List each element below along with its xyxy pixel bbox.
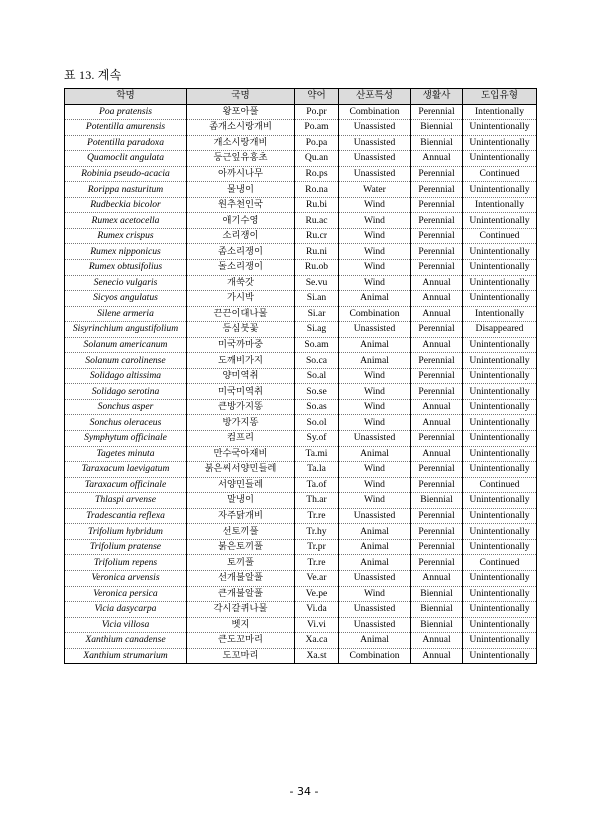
- cell-dispersal: Animal: [339, 524, 411, 540]
- cell-abbreviation: Po.pr: [295, 104, 339, 120]
- table-row: [65, 431, 537, 447]
- cell-life-cycle: Annual: [411, 275, 463, 291]
- cell-life-cycle: Perennial: [411, 431, 463, 447]
- header-scientific-name: 학명: [65, 89, 187, 105]
- cell-dispersal: Wind: [339, 228, 411, 244]
- cell-abbreviation: Ru.bi: [295, 197, 339, 213]
- cell-abbreviation: Vi.da: [295, 602, 339, 618]
- cell-scientific-name: Rumex nipponicus: [65, 244, 187, 260]
- table-row: [65, 508, 537, 524]
- cell-abbreviation: Ru.ni: [295, 244, 339, 260]
- cell-abbreviation: So.ol: [295, 415, 339, 431]
- cell-abbreviation: Se.vu: [295, 275, 339, 291]
- cell-dispersal: Wind: [339, 260, 411, 276]
- cell-introduction-type: Unintentionally: [463, 399, 537, 415]
- cell-korean-name: 물냉이: [187, 182, 295, 198]
- cell-abbreviation: Si.ag: [295, 322, 339, 338]
- cell-korean-name: 선토끼풀: [187, 524, 295, 540]
- cell-abbreviation: Ta.la: [295, 462, 339, 478]
- cell-dispersal: Animal: [339, 446, 411, 462]
- cell-korean-name: 양미역취: [187, 368, 295, 384]
- cell-abbreviation: Ta.of: [295, 477, 339, 493]
- cell-dispersal: Wind: [339, 477, 411, 493]
- table-row: [65, 135, 537, 151]
- cell-scientific-name: Xanthium strumarium: [65, 648, 187, 664]
- cell-life-cycle: Annual: [411, 415, 463, 431]
- cell-introduction-type: Intentionally: [463, 306, 537, 322]
- cell-abbreviation: Qu.an: [295, 151, 339, 167]
- table-row: [65, 493, 537, 509]
- cell-scientific-name: Potentilla paradoxa: [65, 135, 187, 151]
- table-row: [65, 384, 537, 400]
- table-row: [65, 197, 537, 213]
- cell-korean-name: 큰도꼬마리: [187, 633, 295, 649]
- cell-introduction-type: Continued: [463, 555, 537, 571]
- cell-abbreviation: Xa.ca: [295, 633, 339, 649]
- cell-korean-name: 말냉이: [187, 493, 295, 509]
- cell-life-cycle: Perennial: [411, 524, 463, 540]
- cell-korean-name: 아까시나무: [187, 166, 295, 182]
- cell-scientific-name: Sonchus oleraceus: [65, 415, 187, 431]
- cell-dispersal: Combination: [339, 648, 411, 664]
- cell-scientific-name: Rumex obtusifolius: [65, 260, 187, 276]
- table-row: [65, 322, 537, 338]
- cell-introduction-type: Unintentionally: [463, 493, 537, 509]
- cell-scientific-name: Trifolium repens: [65, 555, 187, 571]
- cell-introduction-type: Unintentionally: [463, 213, 537, 229]
- cell-life-cycle: Perennial: [411, 104, 463, 120]
- cell-life-cycle: Perennial: [411, 197, 463, 213]
- cell-introduction-type: Unintentionally: [463, 415, 537, 431]
- cell-life-cycle: Perennial: [411, 539, 463, 555]
- cell-dispersal: Wind: [339, 275, 411, 291]
- cell-korean-name: 도깨비가지: [187, 353, 295, 369]
- cell-introduction-type: Continued: [463, 228, 537, 244]
- cell-scientific-name: Sisyrinchium angustifolium: [65, 322, 187, 338]
- header-life-cycle: 생활사: [411, 89, 463, 105]
- cell-korean-name: 토끼풀: [187, 555, 295, 571]
- cell-introduction-type: Unintentionally: [463, 368, 537, 384]
- cell-life-cycle: Perennial: [411, 244, 463, 260]
- cell-dispersal: Unassisted: [339, 602, 411, 618]
- cell-korean-name: 끈끈이대나물: [187, 306, 295, 322]
- cell-korean-name: 돌소리쟁이: [187, 260, 295, 276]
- cell-introduction-type: Unintentionally: [463, 182, 537, 198]
- cell-introduction-type: Unintentionally: [463, 602, 537, 618]
- cell-introduction-type: Unintentionally: [463, 275, 537, 291]
- cell-scientific-name: Tagetes minuta: [65, 446, 187, 462]
- cell-introduction-type: Unintentionally: [463, 337, 537, 353]
- table-caption: 표 13. 계속: [64, 68, 122, 82]
- cell-abbreviation: Th.ar: [295, 493, 339, 509]
- table-row: [65, 368, 537, 384]
- cell-life-cycle: Biennial: [411, 120, 463, 136]
- cell-korean-name: 컴프리: [187, 431, 295, 447]
- cell-dispersal: Wind: [339, 197, 411, 213]
- header-dispersal: 산포특성: [339, 89, 411, 105]
- cell-korean-name: 소리쟁이: [187, 228, 295, 244]
- header-korean-name: 국명: [187, 89, 295, 105]
- cell-introduction-type: Unintentionally: [463, 353, 537, 369]
- cell-abbreviation: Tr.re: [295, 555, 339, 571]
- cell-scientific-name: Vicia dasycarpa: [65, 602, 187, 618]
- cell-scientific-name: Vicia villosa: [65, 617, 187, 633]
- cell-korean-name: 좀소리쟁이: [187, 244, 295, 260]
- cell-introduction-type: Unintentionally: [463, 570, 537, 586]
- cell-abbreviation: Ro.ps: [295, 166, 339, 182]
- cell-scientific-name: Solanum carolinense: [65, 353, 187, 369]
- cell-abbreviation: Xa.st: [295, 648, 339, 664]
- cell-abbreviation: Ta.mi: [295, 446, 339, 462]
- cell-korean-name: 등심붓꽃: [187, 322, 295, 338]
- cell-dispersal: Unassisted: [339, 508, 411, 524]
- table-row: [65, 337, 537, 353]
- cell-introduction-type: Unintentionally: [463, 135, 537, 151]
- table-header-row: [65, 89, 537, 105]
- cell-dispersal: Animal: [339, 633, 411, 649]
- cell-abbreviation: Tr.re: [295, 508, 339, 524]
- cell-dispersal: Wind: [339, 415, 411, 431]
- cell-abbreviation: So.al: [295, 368, 339, 384]
- table-row: [65, 353, 537, 369]
- cell-abbreviation: Vi.vi: [295, 617, 339, 633]
- table-row: [65, 213, 537, 229]
- cell-scientific-name: Symphytum officinale: [65, 431, 187, 447]
- table-row: [65, 275, 537, 291]
- cell-dispersal: Combination: [339, 306, 411, 322]
- cell-korean-name: 개쑥갓: [187, 275, 295, 291]
- cell-scientific-name: Silene armeria: [65, 306, 187, 322]
- cell-scientific-name: Rumex crispus: [65, 228, 187, 244]
- cell-life-cycle: Perennial: [411, 166, 463, 182]
- cell-scientific-name: Rumex acetocella: [65, 213, 187, 229]
- cell-scientific-name: Taraxacum officinale: [65, 477, 187, 493]
- cell-korean-name: 만수국아재비: [187, 446, 295, 462]
- cell-life-cycle: Annual: [411, 291, 463, 307]
- cell-life-cycle: Annual: [411, 337, 463, 353]
- cell-korean-name: 벳지: [187, 617, 295, 633]
- cell-life-cycle: Perennial: [411, 384, 463, 400]
- cell-scientific-name: Xanthium canadense: [65, 633, 187, 649]
- cell-abbreviation: Ru.ac: [295, 213, 339, 229]
- cell-abbreviation: Si.an: [295, 291, 339, 307]
- cell-scientific-name: Poa pratensis: [65, 104, 187, 120]
- cell-korean-name: 미국까마중: [187, 337, 295, 353]
- cell-scientific-name: Taraxacum laevigatum: [65, 462, 187, 478]
- cell-dispersal: Unassisted: [339, 617, 411, 633]
- cell-abbreviation: So.se: [295, 384, 339, 400]
- table-row: [65, 648, 537, 664]
- cell-life-cycle: Annual: [411, 151, 463, 167]
- cell-life-cycle: Biennial: [411, 135, 463, 151]
- cell-introduction-type: Unintentionally: [463, 648, 537, 664]
- cell-dispersal: Unassisted: [339, 120, 411, 136]
- table-row: [65, 120, 537, 136]
- cell-dispersal: Unassisted: [339, 570, 411, 586]
- cell-dispersal: Animal: [339, 539, 411, 555]
- cell-life-cycle: Perennial: [411, 260, 463, 276]
- page-number: - 34 -: [289, 785, 319, 798]
- cell-korean-name: 서양민들레: [187, 477, 295, 493]
- cell-life-cycle: Annual: [411, 570, 463, 586]
- cell-abbreviation: Ro.na: [295, 182, 339, 198]
- cell-life-cycle: Annual: [411, 648, 463, 664]
- cell-life-cycle: Perennial: [411, 322, 463, 338]
- table-row: [65, 555, 537, 571]
- cell-scientific-name: Rorippa nasturitum: [65, 182, 187, 198]
- cell-introduction-type: Unintentionally: [463, 431, 537, 447]
- cell-korean-name: 좀개소시랑개비: [187, 120, 295, 136]
- cell-scientific-name: Senecio vulgaris: [65, 275, 187, 291]
- cell-dispersal: Wind: [339, 384, 411, 400]
- table-row: [65, 539, 537, 555]
- cell-introduction-type: Intentionally: [463, 104, 537, 120]
- cell-life-cycle: Perennial: [411, 213, 463, 229]
- cell-korean-name: 각시갈퀴나물: [187, 602, 295, 618]
- cell-introduction-type: Unintentionally: [463, 633, 537, 649]
- cell-dispersal: Wind: [339, 493, 411, 509]
- cell-korean-name: 큰방가지똥: [187, 399, 295, 415]
- table-row: [65, 415, 537, 431]
- cell-scientific-name: Trifolium pratense: [65, 539, 187, 555]
- table-row: [65, 228, 537, 244]
- cell-korean-name: 왕포아풀: [187, 104, 295, 120]
- cell-korean-name: 선개불알풀: [187, 570, 295, 586]
- table-row: [65, 524, 537, 540]
- cell-abbreviation: Po.pa: [295, 135, 339, 151]
- table-row: [65, 306, 537, 322]
- cell-dispersal: Animal: [339, 291, 411, 307]
- cell-dispersal: Unassisted: [339, 322, 411, 338]
- cell-dispersal: Wind: [339, 368, 411, 384]
- cell-introduction-type: Unintentionally: [463, 384, 537, 400]
- cell-scientific-name: Solidago serotina: [65, 384, 187, 400]
- cell-introduction-type: Unintentionally: [463, 524, 537, 540]
- cell-life-cycle: Annual: [411, 306, 463, 322]
- table-row: [65, 260, 537, 276]
- cell-abbreviation: Ru.cr: [295, 228, 339, 244]
- cell-life-cycle: Annual: [411, 633, 463, 649]
- cell-abbreviation: Ve.pe: [295, 586, 339, 602]
- cell-life-cycle: Perennial: [411, 182, 463, 198]
- cell-life-cycle: Perennial: [411, 508, 463, 524]
- cell-abbreviation: Tr.hy: [295, 524, 339, 540]
- cell-dispersal: Wind: [339, 399, 411, 415]
- cell-korean-name: 원추천인국: [187, 197, 295, 213]
- cell-introduction-type: Unintentionally: [463, 586, 537, 602]
- cell-korean-name: 방가지똥: [187, 415, 295, 431]
- cell-life-cycle: Perennial: [411, 462, 463, 478]
- cell-dispersal: Unassisted: [339, 431, 411, 447]
- cell-dispersal: Combination: [339, 104, 411, 120]
- cell-dispersal: Unassisted: [339, 151, 411, 167]
- cell-korean-name: 붉은토끼풀: [187, 539, 295, 555]
- table-row: [65, 633, 537, 649]
- plant-table: [64, 88, 537, 664]
- cell-abbreviation: Ve.ar: [295, 570, 339, 586]
- cell-introduction-type: Unintentionally: [463, 508, 537, 524]
- cell-scientific-name: Sicyos angulatus: [65, 291, 187, 307]
- cell-korean-name: 가시박: [187, 291, 295, 307]
- cell-life-cycle: Biennial: [411, 602, 463, 618]
- cell-korean-name: 붉은씨서양민들레: [187, 462, 295, 478]
- table-row: [65, 244, 537, 260]
- cell-dispersal: Animal: [339, 337, 411, 353]
- cell-abbreviation: Ru.ob: [295, 260, 339, 276]
- cell-life-cycle: Perennial: [411, 555, 463, 571]
- cell-introduction-type: Intentionally: [463, 197, 537, 213]
- table-body: [65, 104, 537, 664]
- cell-introduction-type: Unintentionally: [463, 260, 537, 276]
- cell-dispersal: Wind: [339, 462, 411, 478]
- cell-dispersal: Wind: [339, 213, 411, 229]
- cell-life-cycle: Annual: [411, 399, 463, 415]
- cell-abbreviation: Sy.of: [295, 431, 339, 447]
- cell-scientific-name: Potentilla amurensis: [65, 120, 187, 136]
- cell-abbreviation: So.as: [295, 399, 339, 415]
- cell-dispersal: Wind: [339, 244, 411, 260]
- cell-dispersal: Wind: [339, 586, 411, 602]
- cell-life-cycle: Biennial: [411, 493, 463, 509]
- table-row: [65, 570, 537, 586]
- cell-introduction-type: Unintentionally: [463, 539, 537, 555]
- table-row: [65, 586, 537, 602]
- cell-scientific-name: Veronica persica: [65, 586, 187, 602]
- cell-korean-name: 미국미역취: [187, 384, 295, 400]
- table-row: [65, 104, 537, 120]
- table-row: [65, 166, 537, 182]
- cell-introduction-type: Unintentionally: [463, 291, 537, 307]
- cell-korean-name: 개소시랑개비: [187, 135, 295, 151]
- cell-introduction-type: Continued: [463, 477, 537, 493]
- cell-scientific-name: Trifolium hybridum: [65, 524, 187, 540]
- cell-introduction-type: Unintentionally: [463, 151, 537, 167]
- cell-dispersal: Unassisted: [339, 135, 411, 151]
- cell-scientific-name: Rudbeckia bicolor: [65, 197, 187, 213]
- cell-scientific-name: Solanum americanum: [65, 337, 187, 353]
- cell-korean-name: 도꼬마리: [187, 648, 295, 664]
- cell-introduction-type: Unintentionally: [463, 462, 537, 478]
- cell-life-cycle: Biennial: [411, 617, 463, 633]
- cell-dispersal: Water: [339, 182, 411, 198]
- cell-introduction-type: Unintentionally: [463, 244, 537, 260]
- cell-abbreviation: So.am: [295, 337, 339, 353]
- cell-scientific-name: Robinia pseudo-acacia: [65, 166, 187, 182]
- cell-life-cycle: Perennial: [411, 368, 463, 384]
- cell-life-cycle: Perennial: [411, 477, 463, 493]
- cell-introduction-type: Unintentionally: [463, 446, 537, 462]
- cell-korean-name: 큰개불알풀: [187, 586, 295, 602]
- cell-introduction-type: Continued: [463, 166, 537, 182]
- header-introduction-type: 도입유형: [463, 89, 537, 105]
- cell-scientific-name: Veronica arvensis: [65, 570, 187, 586]
- cell-life-cycle: Biennial: [411, 586, 463, 602]
- header-abbreviation: 약어: [295, 89, 339, 105]
- table-row: [65, 446, 537, 462]
- cell-abbreviation: Si.ar: [295, 306, 339, 322]
- cell-scientific-name: Sonchus asper: [65, 399, 187, 415]
- cell-introduction-type: Disappeared: [463, 322, 537, 338]
- table-row: [65, 182, 537, 198]
- cell-scientific-name: Tradescantia reflexa: [65, 508, 187, 524]
- cell-scientific-name: Thlaspi arvense: [65, 493, 187, 509]
- cell-life-cycle: Annual: [411, 446, 463, 462]
- table-row: [65, 462, 537, 478]
- table-row: [65, 617, 537, 633]
- cell-life-cycle: Perennial: [411, 353, 463, 369]
- cell-dispersal: Unassisted: [339, 166, 411, 182]
- table-row: [65, 399, 537, 415]
- cell-abbreviation: Tr.pr: [295, 539, 339, 555]
- table-row: [65, 291, 537, 307]
- cell-korean-name: 애기수영: [187, 213, 295, 229]
- cell-abbreviation: Po.am: [295, 120, 339, 136]
- cell-dispersal: Animal: [339, 555, 411, 571]
- cell-scientific-name: Quamoclit angulata: [65, 151, 187, 167]
- cell-korean-name: 자주닭개비: [187, 508, 295, 524]
- table-row: [65, 602, 537, 618]
- cell-introduction-type: Unintentionally: [463, 120, 537, 136]
- table-row: [65, 477, 537, 493]
- cell-life-cycle: Perennial: [411, 228, 463, 244]
- cell-abbreviation: So.ca: [295, 353, 339, 369]
- cell-korean-name: 둥근잎유홍초: [187, 151, 295, 167]
- cell-scientific-name: Solidago altissima: [65, 368, 187, 384]
- table-row: [65, 151, 537, 167]
- cell-dispersal: Animal: [339, 353, 411, 369]
- cell-introduction-type: Unintentionally: [463, 617, 537, 633]
